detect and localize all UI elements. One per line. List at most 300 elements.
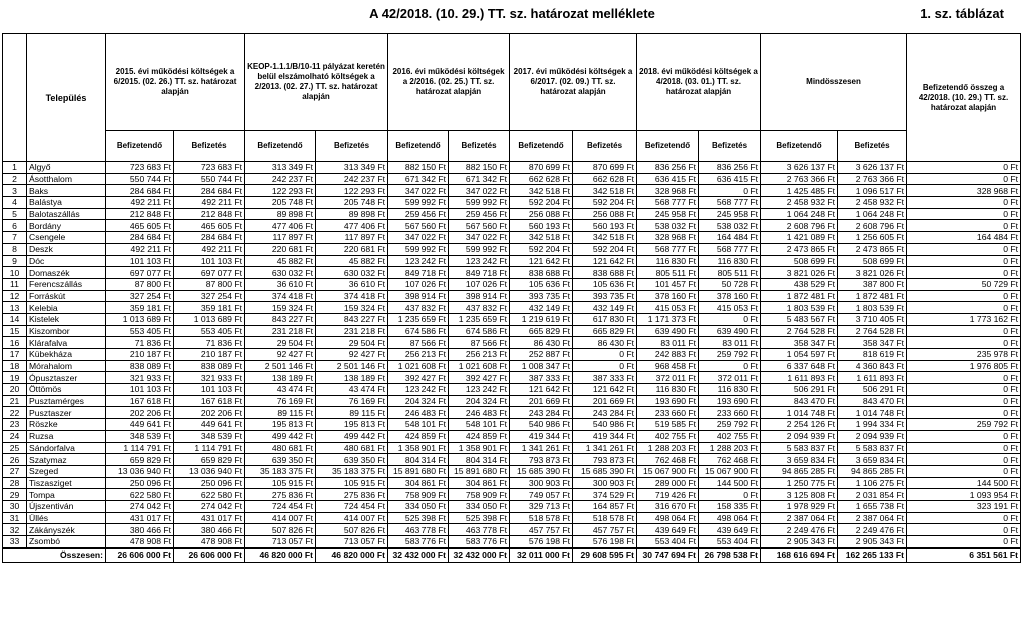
row-value: 506 291 Ft bbox=[761, 384, 838, 396]
row-value: 43 474 Ft bbox=[316, 384, 388, 396]
row-value: 2 905 343 Ft bbox=[761, 536, 838, 548]
row-value: 313 349 Ft bbox=[316, 162, 388, 174]
row-value: 398 914 Ft bbox=[388, 290, 449, 302]
row-place: Öttömös bbox=[27, 384, 106, 396]
row-value: 2 501 146 Ft bbox=[316, 360, 388, 372]
row-value: 662 628 Ft bbox=[573, 173, 637, 185]
row-value: 323 191 Ft bbox=[907, 500, 1021, 512]
table-row bbox=[3, 384, 1021, 396]
row-place: Csengele bbox=[27, 232, 106, 244]
row-value: 553 404 Ft bbox=[699, 536, 761, 548]
row-value: 250 096 Ft bbox=[174, 477, 245, 489]
row-value: 870 699 Ft bbox=[510, 162, 573, 174]
row-value: 358 347 Ft bbox=[761, 337, 838, 349]
row-value: 284 684 Ft bbox=[106, 232, 174, 244]
row-place: Algyő bbox=[27, 162, 106, 174]
row-value: 843 470 Ft bbox=[761, 395, 838, 407]
table-row bbox=[3, 232, 1021, 244]
row-value: 2 458 932 Ft bbox=[838, 197, 907, 209]
row-value: 29 504 Ft bbox=[245, 337, 316, 349]
row-value: 508 699 Ft bbox=[838, 255, 907, 267]
row-value: 0 Ft bbox=[907, 384, 1021, 396]
row-value: 0 Ft bbox=[907, 208, 1021, 220]
row-value: 463 778 Ft bbox=[388, 524, 449, 536]
table-row bbox=[3, 197, 1021, 209]
header-group-total: Mindösszesen bbox=[761, 34, 907, 131]
row-value: 233 660 Ft bbox=[637, 407, 699, 419]
row-value: 0 Ft bbox=[907, 220, 1021, 232]
row-value: 560 193 Ft bbox=[573, 220, 637, 232]
row-value: 347 022 Ft bbox=[388, 232, 449, 244]
header-group-2016: 2016. évi működési költségek a 2/2016. (02. 25.) TT. sz. határozat alapján bbox=[388, 34, 510, 131]
row-value: 419 344 Ft bbox=[510, 430, 573, 442]
row-value: 256 213 Ft bbox=[388, 349, 449, 361]
row-value: 245 958 Ft bbox=[637, 208, 699, 220]
row-value: 548 101 Ft bbox=[449, 419, 510, 431]
row-value: 622 580 Ft bbox=[174, 489, 245, 501]
row-value: 639 490 Ft bbox=[699, 325, 761, 337]
row-value: 2 249 476 Ft bbox=[761, 524, 838, 536]
row-value: 724 454 Ft bbox=[316, 500, 388, 512]
row-value: 123 242 Ft bbox=[388, 384, 449, 396]
row-value: 50 729 Ft bbox=[907, 278, 1021, 290]
row-value: 0 Ft bbox=[907, 197, 1021, 209]
table-row bbox=[3, 372, 1021, 384]
row-value: 599 992 Ft bbox=[449, 243, 510, 255]
row-value: 87 566 Ft bbox=[449, 337, 510, 349]
row-value: 671 342 Ft bbox=[449, 173, 510, 185]
row-value: 836 256 Ft bbox=[637, 162, 699, 174]
row-value: 639 490 Ft bbox=[637, 325, 699, 337]
row-value: 449 641 Ft bbox=[174, 419, 245, 431]
total-value: 46 820 000 Ft bbox=[245, 548, 316, 563]
total-value: 30 747 694 Ft bbox=[637, 548, 699, 563]
row-value: 116 830 Ft bbox=[699, 255, 761, 267]
row-value: 138 189 Ft bbox=[245, 372, 316, 384]
row-value: 697 077 Ft bbox=[106, 267, 174, 279]
row-place: Forráskút bbox=[27, 290, 106, 302]
row-value: 567 560 Ft bbox=[449, 220, 510, 232]
row-value: 94 865 285 Ft bbox=[761, 465, 838, 477]
row-value: 0 Ft bbox=[907, 302, 1021, 314]
subheader-due: Befizetendő bbox=[388, 131, 449, 162]
row-index: 28 bbox=[3, 477, 27, 489]
row-value: 117 897 Ft bbox=[245, 232, 316, 244]
row-index: 9 bbox=[3, 255, 27, 267]
row-value: 327 254 Ft bbox=[106, 290, 174, 302]
row-place: Baks bbox=[27, 185, 106, 197]
row-value: 334 050 Ft bbox=[449, 500, 510, 512]
row-value: 193 690 Ft bbox=[699, 395, 761, 407]
row-value: 2 473 865 Ft bbox=[838, 243, 907, 255]
row-value: 1 994 334 Ft bbox=[838, 419, 907, 431]
row-value: 1 219 619 Ft bbox=[510, 313, 573, 325]
table-row bbox=[3, 302, 1021, 314]
row-value: 101 457 Ft bbox=[637, 278, 699, 290]
row-value: 1 171 373 Ft bbox=[637, 313, 699, 325]
row-value: 116 830 Ft bbox=[699, 384, 761, 396]
row-value: 525 398 Ft bbox=[388, 512, 449, 524]
row-value: 92 427 Ft bbox=[245, 349, 316, 361]
row-place: Dóc bbox=[27, 255, 106, 267]
row-value: 0 Ft bbox=[907, 173, 1021, 185]
row-value: 1 611 893 Ft bbox=[761, 372, 838, 384]
row-value: 478 908 Ft bbox=[106, 536, 174, 548]
row-value: 1 358 901 Ft bbox=[449, 442, 510, 454]
row-value: 674 586 Ft bbox=[449, 325, 510, 337]
row-value: 838 089 Ft bbox=[106, 360, 174, 372]
row-value: 1 064 248 Ft bbox=[838, 208, 907, 220]
row-value: 144 500 Ft bbox=[699, 477, 761, 489]
row-value: 518 578 Ft bbox=[573, 512, 637, 524]
row-index: 24 bbox=[3, 430, 27, 442]
row-value: 1 054 597 Ft bbox=[761, 349, 838, 361]
row-value: 193 690 Ft bbox=[637, 395, 699, 407]
row-value: 592 204 Ft bbox=[510, 243, 573, 255]
row-value: 592 204 Ft bbox=[573, 243, 637, 255]
row-value: 15 685 390 Ft bbox=[510, 465, 573, 477]
row-value: 15 891 680 Ft bbox=[388, 465, 449, 477]
row-value: 89 898 Ft bbox=[245, 208, 316, 220]
row-value: 0 Ft bbox=[907, 454, 1021, 466]
row-value: 492 211 Ft bbox=[106, 243, 174, 255]
table-row bbox=[3, 395, 1021, 407]
row-value: 212 848 Ft bbox=[174, 208, 245, 220]
row-value: 256 213 Ft bbox=[449, 349, 510, 361]
row-value: 5 583 837 Ft bbox=[838, 442, 907, 454]
row-value: 419 344 Ft bbox=[573, 430, 637, 442]
row-index: 30 bbox=[3, 500, 27, 512]
row-value: 123 242 Ft bbox=[449, 384, 510, 396]
row-index: 25 bbox=[3, 442, 27, 454]
row-value: 45 882 Ft bbox=[316, 255, 388, 267]
row-value: 2 764 528 Ft bbox=[761, 325, 838, 337]
header-index bbox=[3, 34, 27, 162]
row-place: Sándorfalva bbox=[27, 442, 106, 454]
row-value: 86 430 Ft bbox=[510, 337, 573, 349]
row-value: 387 333 Ft bbox=[510, 372, 573, 384]
row-value: 1 114 791 Ft bbox=[106, 442, 174, 454]
table-row bbox=[3, 360, 1021, 372]
row-value: 0 Ft bbox=[907, 512, 1021, 524]
row-value: 0 Ft bbox=[907, 255, 1021, 267]
row-value: 0 Ft bbox=[907, 325, 1021, 337]
row-value: 1 093 954 Ft bbox=[907, 489, 1021, 501]
row-value: 321 933 Ft bbox=[174, 372, 245, 384]
row-value: 101 103 Ft bbox=[106, 255, 174, 267]
row-value: 749 057 Ft bbox=[510, 489, 573, 501]
header-amount-due: Befizetendő összeg a 42/2018. (10. 29.) TT. sz. határozat alapján bbox=[907, 34, 1021, 162]
row-value: 0 Ft bbox=[907, 430, 1021, 442]
row-value: 2 473 865 Ft bbox=[761, 243, 838, 255]
row-value: 167 618 Ft bbox=[174, 395, 245, 407]
row-value: 437 832 Ft bbox=[388, 302, 449, 314]
row-value: 548 101 Ft bbox=[388, 419, 449, 431]
row-value: 1 235 659 Ft bbox=[388, 313, 449, 325]
row-value: 204 324 Ft bbox=[388, 395, 449, 407]
row-value: 328 968 Ft bbox=[637, 232, 699, 244]
row-value: 210 187 Ft bbox=[174, 349, 245, 361]
row-index: 16 bbox=[3, 337, 27, 349]
row-value: 431 017 Ft bbox=[106, 512, 174, 524]
row-value: 245 958 Ft bbox=[699, 208, 761, 220]
subheader-due: Befizetendő bbox=[510, 131, 573, 162]
row-value: 233 660 Ft bbox=[699, 407, 761, 419]
row-value: 205 748 Ft bbox=[245, 197, 316, 209]
row-value: 3 659 834 Ft bbox=[761, 454, 838, 466]
table-row bbox=[3, 255, 1021, 267]
total-row bbox=[3, 548, 1021, 563]
row-value: 804 314 Ft bbox=[388, 454, 449, 466]
table-row bbox=[3, 454, 1021, 466]
row-value: 304 861 Ft bbox=[388, 477, 449, 489]
row-value: 1 773 162 Ft bbox=[907, 313, 1021, 325]
row-value: 94 865 285 Ft bbox=[838, 465, 907, 477]
row-value: 86 430 Ft bbox=[573, 337, 637, 349]
row-index: 29 bbox=[3, 489, 27, 501]
row-place: Szatymaz bbox=[27, 454, 106, 466]
row-value: 439 649 Ft bbox=[637, 524, 699, 536]
row-place: Kistelek bbox=[27, 313, 106, 325]
row-value: 480 681 Ft bbox=[245, 442, 316, 454]
row-value: 6 337 648 Ft bbox=[761, 360, 838, 372]
row-value: 870 699 Ft bbox=[573, 162, 637, 174]
row-value: 636 415 Ft bbox=[699, 173, 761, 185]
row-value: 76 169 Ft bbox=[316, 395, 388, 407]
row-value: 0 Ft bbox=[573, 349, 637, 361]
row-value: 29 504 Ft bbox=[316, 337, 388, 349]
row-value: 838 688 Ft bbox=[510, 267, 573, 279]
total-value: 162 265 133 Ft bbox=[838, 548, 907, 563]
row-value: 0 Ft bbox=[907, 536, 1021, 548]
row-value: 89 115 Ft bbox=[245, 407, 316, 419]
row-value: 3 125 808 Ft bbox=[761, 489, 838, 501]
row-value: 550 744 Ft bbox=[106, 173, 174, 185]
total-value: 26 606 000 Ft bbox=[106, 548, 174, 563]
table-row bbox=[3, 407, 1021, 419]
row-value: 724 454 Ft bbox=[245, 500, 316, 512]
row-value: 87 800 Ft bbox=[106, 278, 174, 290]
row-value: 201 669 Ft bbox=[510, 395, 573, 407]
row-value: 243 284 Ft bbox=[510, 407, 573, 419]
row-place: Zsombó bbox=[27, 536, 106, 548]
row-value: 414 007 Ft bbox=[316, 512, 388, 524]
row-value: 284 684 Ft bbox=[174, 232, 245, 244]
row-value: 560 193 Ft bbox=[510, 220, 573, 232]
row-value: 599 992 Ft bbox=[388, 243, 449, 255]
row-value: 393 735 Ft bbox=[510, 290, 573, 302]
row-index: 20 bbox=[3, 384, 27, 396]
table-row bbox=[3, 512, 1021, 524]
row-value: 713 057 Ft bbox=[316, 536, 388, 548]
row-value: 518 578 Ft bbox=[510, 512, 573, 524]
table-row bbox=[3, 325, 1021, 337]
row-value: 2 387 064 Ft bbox=[761, 512, 838, 524]
row-value: 121 642 Ft bbox=[510, 384, 573, 396]
row-value: 3 659 834 Ft bbox=[838, 454, 907, 466]
table-row bbox=[3, 267, 1021, 279]
row-place: Balotaszállás bbox=[27, 208, 106, 220]
row-value: 1 341 261 Ft bbox=[573, 442, 637, 454]
row-value: 498 064 Ft bbox=[699, 512, 761, 524]
row-value: 0 Ft bbox=[907, 395, 1021, 407]
row-value: 304 861 Ft bbox=[449, 477, 510, 489]
row-value: 499 442 Ft bbox=[316, 430, 388, 442]
row-value: 83 011 Ft bbox=[637, 337, 699, 349]
row-value: 576 198 Ft bbox=[573, 536, 637, 548]
row-value: 300 903 Ft bbox=[573, 477, 637, 489]
row-value: 431 017 Ft bbox=[174, 512, 245, 524]
row-value: 2 905 343 Ft bbox=[838, 536, 907, 548]
row-value: 372 011 Ft bbox=[637, 372, 699, 384]
row-value: 583 776 Ft bbox=[388, 536, 449, 548]
row-place: Ferencszállás bbox=[27, 278, 106, 290]
row-value: 758 909 Ft bbox=[388, 489, 449, 501]
row-value: 1 114 791 Ft bbox=[174, 442, 245, 454]
row-place: Ópusztaszer bbox=[27, 372, 106, 384]
row-value: 123 242 Ft bbox=[388, 255, 449, 267]
row-place: Kelebia bbox=[27, 302, 106, 314]
table-row bbox=[3, 349, 1021, 361]
total-value: 32 432 000 Ft bbox=[388, 548, 449, 563]
row-value: 437 832 Ft bbox=[449, 302, 510, 314]
row-index: 2 bbox=[3, 173, 27, 185]
row-value: 259 792 Ft bbox=[699, 349, 761, 361]
table-row bbox=[3, 278, 1021, 290]
row-value: 0 Ft bbox=[907, 465, 1021, 477]
row-value: 1 250 775 Ft bbox=[761, 477, 838, 489]
row-value: 478 908 Ft bbox=[174, 536, 245, 548]
row-value: 275 836 Ft bbox=[316, 489, 388, 501]
row-index: 8 bbox=[3, 243, 27, 255]
row-value: 328 968 Ft bbox=[907, 185, 1021, 197]
row-value: 35 183 375 Ft bbox=[316, 465, 388, 477]
row-place: Kiszombor bbox=[27, 325, 106, 337]
row-value: 201 669 Ft bbox=[573, 395, 637, 407]
row-value: 0 Ft bbox=[699, 185, 761, 197]
row-place: Ruzsa bbox=[27, 430, 106, 442]
row-value: 393 735 Ft bbox=[573, 290, 637, 302]
row-value: 121 642 Ft bbox=[510, 255, 573, 267]
subheader-paid: Befizetés bbox=[316, 131, 388, 162]
row-value: 1 013 689 Ft bbox=[174, 313, 245, 325]
row-value: 415 053 Ft bbox=[637, 302, 699, 314]
row-value: 122 293 Ft bbox=[245, 185, 316, 197]
row-value: 762 468 Ft bbox=[699, 454, 761, 466]
row-value: 138 189 Ft bbox=[316, 372, 388, 384]
row-value: 463 778 Ft bbox=[449, 524, 510, 536]
row-value: 492 211 Ft bbox=[174, 197, 245, 209]
row-value: 387 800 Ft bbox=[838, 278, 907, 290]
row-value: 793 873 Ft bbox=[573, 454, 637, 466]
row-value: 122 293 Ft bbox=[316, 185, 388, 197]
row-value: 36 610 Ft bbox=[245, 278, 316, 290]
row-value: 101 103 Ft bbox=[106, 384, 174, 396]
row-value: 2 763 366 Ft bbox=[838, 173, 907, 185]
row-value: 639 350 Ft bbox=[245, 454, 316, 466]
row-value: 498 064 Ft bbox=[637, 512, 699, 524]
row-value: 342 518 Ft bbox=[573, 232, 637, 244]
row-value: 0 Ft bbox=[907, 243, 1021, 255]
row-value: 378 160 Ft bbox=[637, 290, 699, 302]
row-value: 329 713 Ft bbox=[510, 500, 573, 512]
total-value: 32 432 000 Ft bbox=[449, 548, 510, 563]
row-index: 23 bbox=[3, 419, 27, 431]
row-value: 2 094 939 Ft bbox=[838, 430, 907, 442]
row-value: 392 427 Ft bbox=[388, 372, 449, 384]
row-value: 0 Ft bbox=[907, 442, 1021, 454]
row-value: 3 626 137 Ft bbox=[761, 162, 838, 174]
row-value: 432 149 Ft bbox=[573, 302, 637, 314]
row-value: 723 683 Ft bbox=[106, 162, 174, 174]
row-value: 836 256 Ft bbox=[699, 162, 761, 174]
row-value: 665 829 Ft bbox=[573, 325, 637, 337]
row-value: 1 013 689 Ft bbox=[106, 313, 174, 325]
row-index: 22 bbox=[3, 407, 27, 419]
row-value: 818 619 Ft bbox=[838, 349, 907, 361]
row-value: 105 915 Ft bbox=[245, 477, 316, 489]
row-value: 968 458 Ft bbox=[637, 360, 699, 372]
total-value: 29 608 595 Ft bbox=[573, 548, 637, 563]
row-value: 220 681 Ft bbox=[245, 243, 316, 255]
row-value: 540 986 Ft bbox=[510, 419, 573, 431]
row-place: Tompa bbox=[27, 489, 106, 501]
row-value: 89 115 Ft bbox=[316, 407, 388, 419]
row-value: 0 Ft bbox=[699, 313, 761, 325]
row-value: 1 341 261 Ft bbox=[510, 442, 573, 454]
row-value: 402 755 Ft bbox=[699, 430, 761, 442]
row-value: 15 685 390 Ft bbox=[573, 465, 637, 477]
table-row bbox=[3, 220, 1021, 232]
row-value: 599 992 Ft bbox=[449, 197, 510, 209]
row-value: 592 204 Ft bbox=[510, 197, 573, 209]
row-value: 15 067 900 Ft bbox=[637, 465, 699, 477]
row-value: 392 427 Ft bbox=[449, 372, 510, 384]
row-value: 71 836 Ft bbox=[106, 337, 174, 349]
row-value: 457 757 Ft bbox=[573, 524, 637, 536]
table-row bbox=[3, 430, 1021, 442]
table-row bbox=[3, 162, 1021, 174]
row-value: 348 539 Ft bbox=[106, 430, 174, 442]
row-value: 76 169 Ft bbox=[245, 395, 316, 407]
row-value: 398 914 Ft bbox=[449, 290, 510, 302]
row-value: 342 518 Ft bbox=[510, 185, 573, 197]
row-value: 380 466 Ft bbox=[106, 524, 174, 536]
row-value: 424 859 Ft bbox=[449, 430, 510, 442]
row-value: 424 859 Ft bbox=[388, 430, 449, 442]
row-value: 35 183 375 Ft bbox=[245, 465, 316, 477]
row-value: 538 032 Ft bbox=[637, 220, 699, 232]
row-value: 359 181 Ft bbox=[174, 302, 245, 314]
row-value: 2 094 939 Ft bbox=[761, 430, 838, 442]
row-value: 342 518 Ft bbox=[510, 232, 573, 244]
row-place: Szeged bbox=[27, 465, 106, 477]
row-value: 342 518 Ft bbox=[573, 185, 637, 197]
row-value: 838 688 Ft bbox=[573, 267, 637, 279]
table-row bbox=[3, 290, 1021, 302]
row-value: 116 830 Ft bbox=[637, 384, 699, 396]
row-value: 202 206 Ft bbox=[106, 407, 174, 419]
row-value: 2 031 854 Ft bbox=[838, 489, 907, 501]
table-row bbox=[3, 337, 1021, 349]
row-value: 805 511 Ft bbox=[637, 267, 699, 279]
row-value: 0 Ft bbox=[573, 360, 637, 372]
row-value: 300 903 Ft bbox=[510, 477, 573, 489]
row-value: 0 Ft bbox=[907, 267, 1021, 279]
subheader-due: Befizetendő bbox=[245, 131, 316, 162]
payment-table bbox=[2, 33, 1021, 563]
document-title: A 42/2018. (10. 29.) TT. sz. határozat melléklete bbox=[369, 6, 655, 21]
